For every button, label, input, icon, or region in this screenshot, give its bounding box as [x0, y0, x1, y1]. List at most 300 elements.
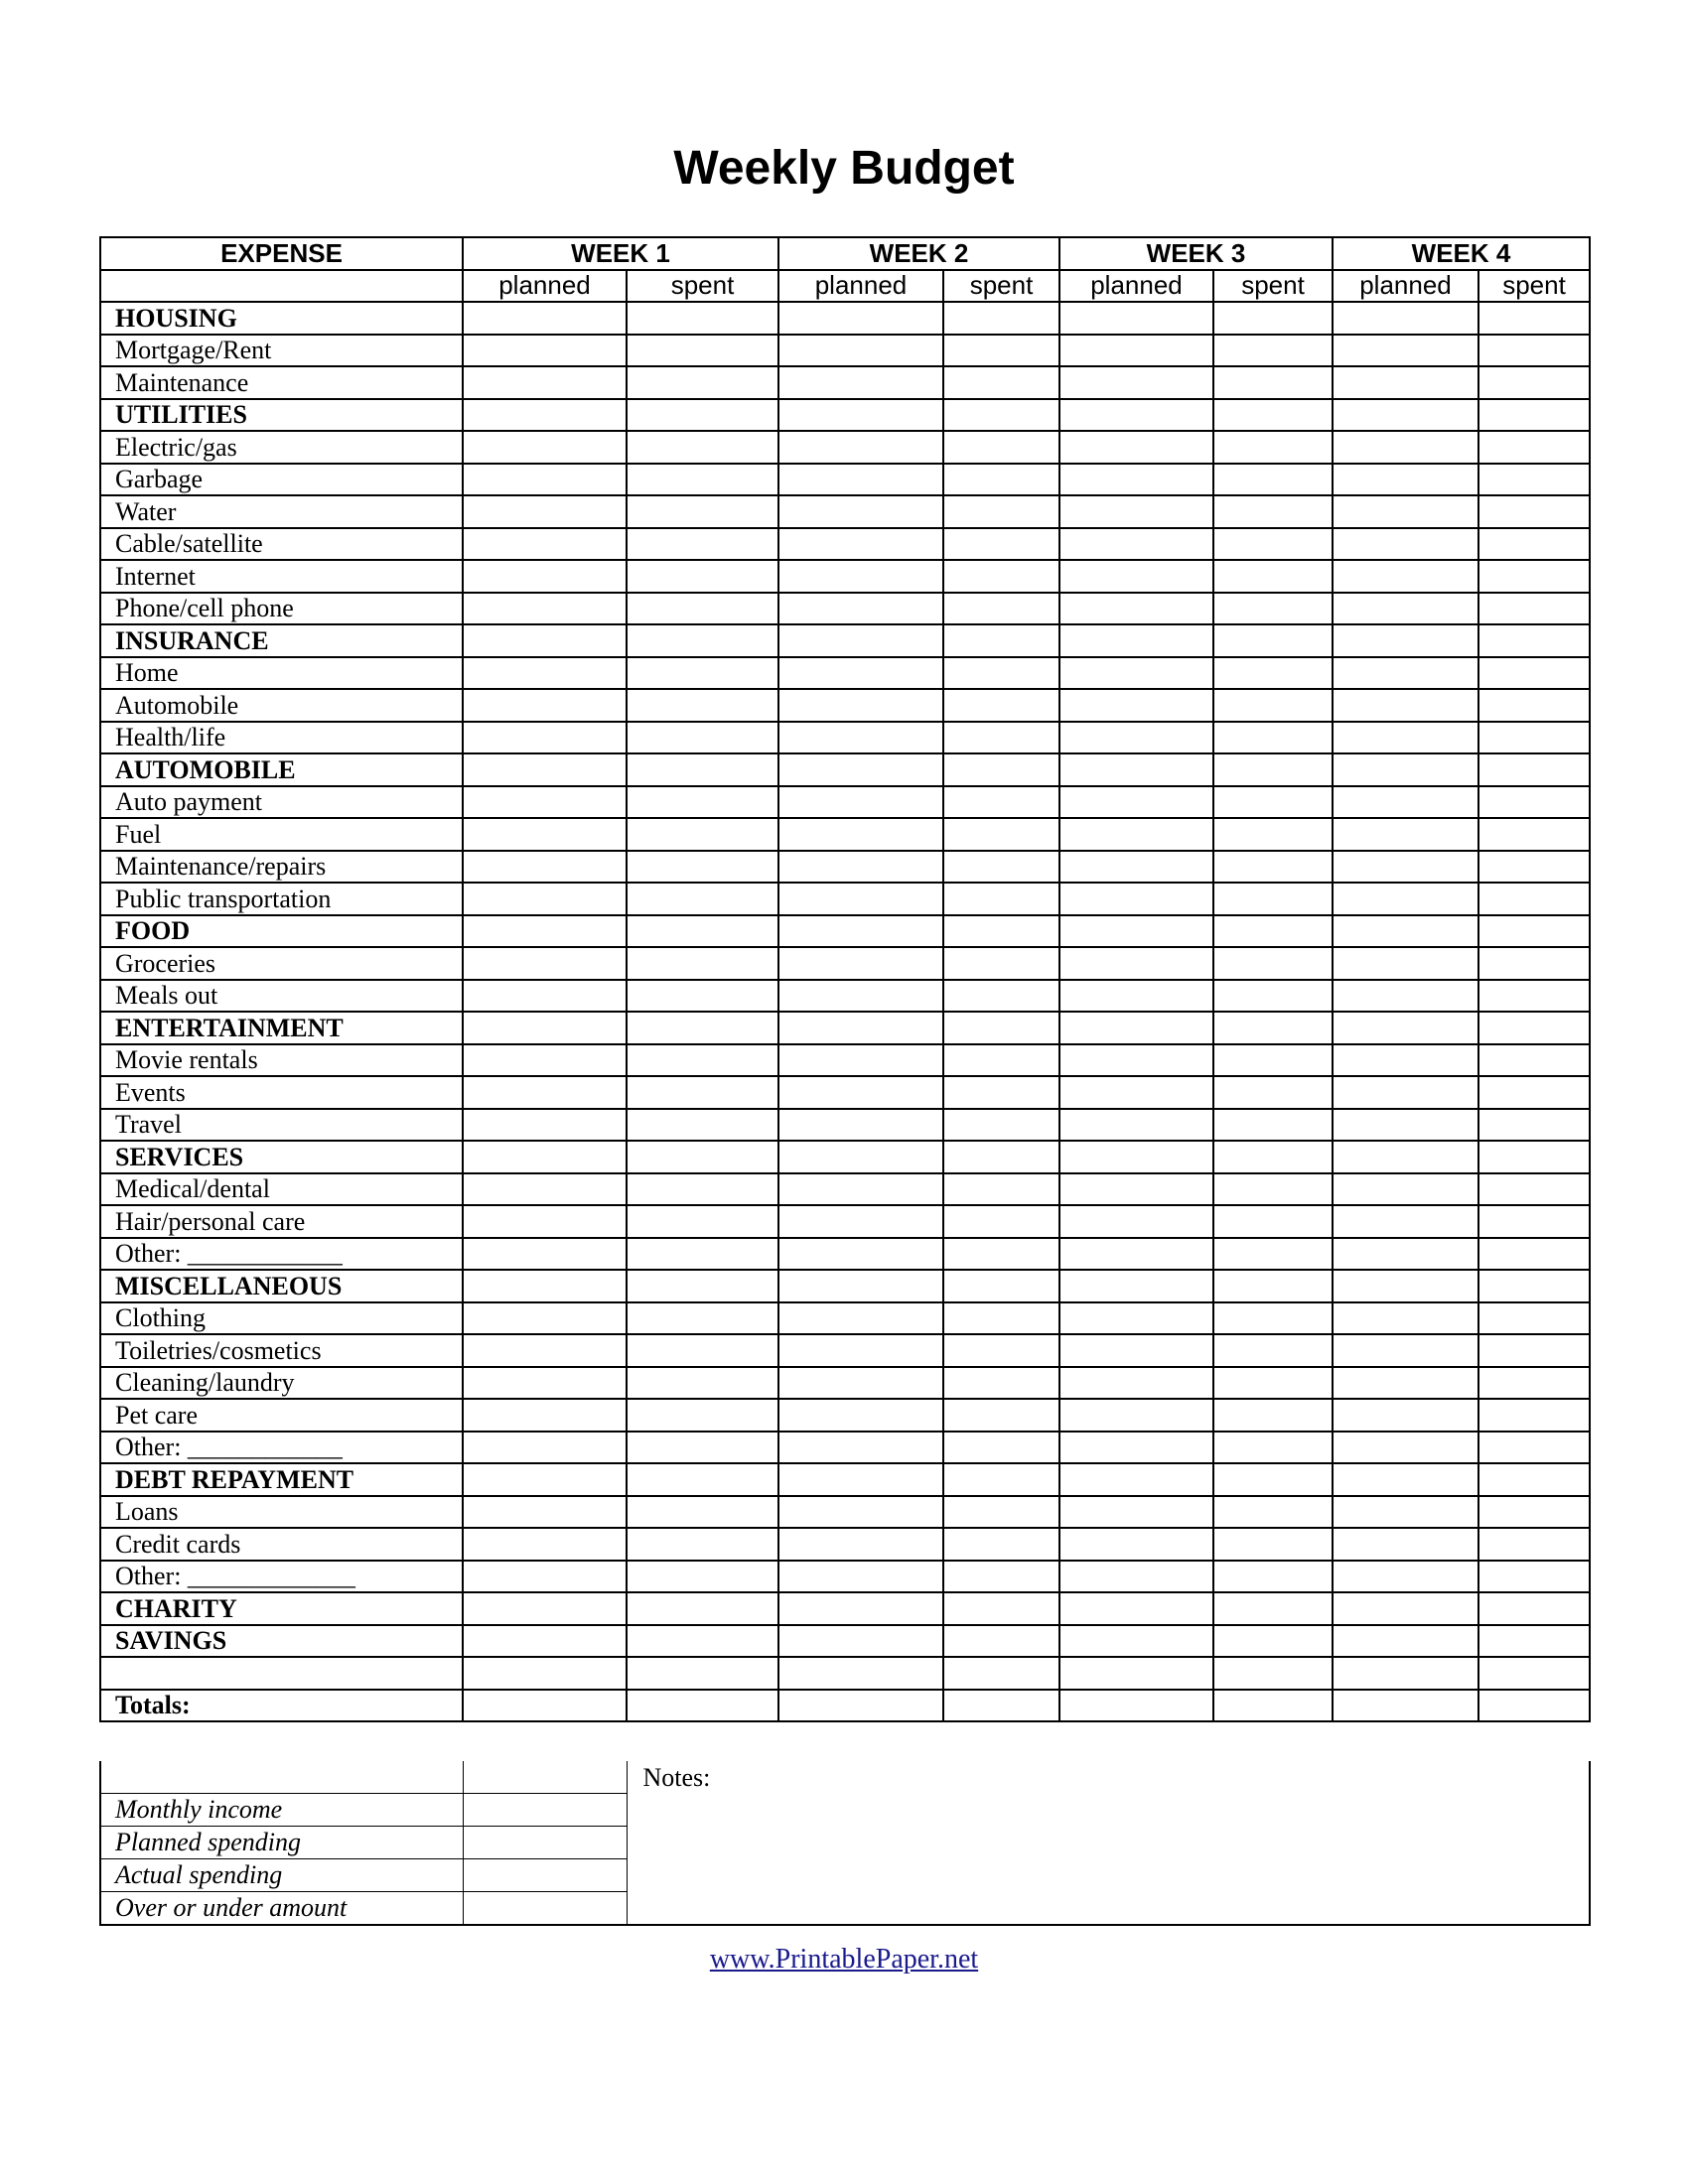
- week-1-planned-cell[interactable]: [463, 883, 627, 915]
- week-4-spent-cell[interactable]: [1478, 1690, 1590, 1722]
- week-3-spent-cell[interactable]: [1213, 689, 1333, 722]
- week-3-planned-cell[interactable]: [1059, 528, 1213, 561]
- week-2-spent-cell[interactable]: [943, 1463, 1059, 1496]
- week-2-spent-cell[interactable]: [943, 1044, 1059, 1077]
- week-1-spent-cell[interactable]: [627, 495, 778, 528]
- week-2-planned-cell[interactable]: [778, 399, 943, 432]
- week-4-spent-cell[interactable]: [1478, 335, 1590, 367]
- week-2-planned-cell[interactable]: [778, 980, 943, 1013]
- week-4-planned-cell[interactable]: [1333, 1205, 1478, 1238]
- week-1-spent-cell[interactable]: [627, 883, 778, 915]
- week-4-spent-cell[interactable]: [1478, 980, 1590, 1013]
- week-2-spent-cell[interactable]: [943, 1302, 1059, 1335]
- week-2-planned-cell[interactable]: [778, 883, 943, 915]
- week-3-planned-cell[interactable]: [1059, 1334, 1213, 1367]
- week-3-planned-cell[interactable]: [1059, 753, 1213, 786]
- week-1-spent-cell[interactable]: [627, 1173, 778, 1206]
- week-1-planned-cell[interactable]: [463, 1561, 627, 1593]
- notes-area[interactable]: [627, 1761, 1590, 1925]
- week-3-spent-cell[interactable]: [1213, 1528, 1333, 1561]
- week-2-planned-cell[interactable]: [778, 1592, 943, 1625]
- week-1-spent-cell[interactable]: [627, 560, 778, 593]
- week-4-planned-cell[interactable]: [1333, 1141, 1478, 1173]
- week-1-spent-cell[interactable]: [627, 1302, 778, 1335]
- week-3-spent-cell[interactable]: [1213, 1012, 1333, 1044]
- week-3-planned-cell[interactable]: [1059, 624, 1213, 657]
- week-3-planned-cell[interactable]: [1059, 1690, 1213, 1722]
- week-4-spent-cell[interactable]: [1478, 399, 1590, 432]
- week-3-spent-cell[interactable]: [1213, 1044, 1333, 1077]
- week-3-spent-cell[interactable]: [1213, 528, 1333, 561]
- week-4-spent-cell[interactable]: [1478, 1238, 1590, 1271]
- week-4-spent-cell[interactable]: [1478, 851, 1590, 884]
- week-3-spent-cell[interactable]: [1213, 624, 1333, 657]
- week-1-planned-cell[interactable]: [463, 464, 627, 496]
- week-1-spent-cell[interactable]: [627, 1334, 778, 1367]
- week-3-planned-cell[interactable]: [1059, 495, 1213, 528]
- week-1-planned-cell[interactable]: [463, 1528, 627, 1561]
- week-1-spent-cell[interactable]: [627, 1690, 778, 1722]
- week-1-planned-cell[interactable]: [463, 1238, 627, 1271]
- week-1-spent-cell[interactable]: [627, 1109, 778, 1142]
- week-2-spent-cell[interactable]: [943, 883, 1059, 915]
- week-3-spent-cell[interactable]: [1213, 1367, 1333, 1400]
- week-4-planned-cell[interactable]: [1333, 689, 1478, 722]
- week-1-spent-cell[interactable]: [627, 818, 778, 851]
- week-2-spent-cell[interactable]: [943, 335, 1059, 367]
- week-4-planned-cell[interactable]: [1333, 851, 1478, 884]
- week-4-planned-cell[interactable]: [1333, 1238, 1478, 1271]
- week-4-planned-cell[interactable]: [1333, 624, 1478, 657]
- week-1-spent-cell[interactable]: [627, 366, 778, 399]
- week-4-planned-cell[interactable]: [1333, 1109, 1478, 1142]
- week-4-planned-cell[interactable]: [1333, 1690, 1478, 1722]
- week-1-spent-cell[interactable]: [627, 1592, 778, 1625]
- week-1-planned-cell[interactable]: [463, 1496, 627, 1529]
- week-3-planned-cell[interactable]: [1059, 1012, 1213, 1044]
- week-1-planned-cell[interactable]: [463, 593, 627, 625]
- week-3-planned-cell[interactable]: [1059, 915, 1213, 948]
- week-1-spent-cell[interactable]: [627, 431, 778, 464]
- week-3-spent-cell[interactable]: [1213, 1076, 1333, 1109]
- week-4-spent-cell[interactable]: [1478, 431, 1590, 464]
- week-2-planned-cell[interactable]: [778, 1141, 943, 1173]
- week-4-spent-cell[interactable]: [1478, 1109, 1590, 1142]
- week-2-spent-cell[interactable]: [943, 1399, 1059, 1432]
- week-3-planned-cell[interactable]: [1059, 786, 1213, 819]
- week-3-planned-cell[interactable]: [1059, 689, 1213, 722]
- week-3-spent-cell[interactable]: [1213, 1463, 1333, 1496]
- week-3-planned-cell[interactable]: [1059, 1496, 1213, 1529]
- week-3-spent-cell[interactable]: [1213, 1173, 1333, 1206]
- week-2-planned-cell[interactable]: [778, 593, 943, 625]
- week-4-planned-cell[interactable]: [1333, 1528, 1478, 1561]
- summary-value-over-under[interactable]: [463, 1892, 627, 1926]
- week-3-planned-cell[interactable]: [1059, 1463, 1213, 1496]
- week-3-planned-cell[interactable]: [1059, 1592, 1213, 1625]
- week-4-planned-cell[interactable]: [1333, 1592, 1478, 1625]
- week-4-planned-cell[interactable]: [1333, 722, 1478, 754]
- week-1-planned-cell[interactable]: [463, 1399, 627, 1432]
- week-3-planned-cell[interactable]: [1059, 722, 1213, 754]
- week-1-planned-cell[interactable]: [463, 753, 627, 786]
- week-1-spent-cell[interactable]: [627, 528, 778, 561]
- week-2-spent-cell[interactable]: [943, 431, 1059, 464]
- week-4-spent-cell[interactable]: [1478, 1141, 1590, 1173]
- week-1-spent-cell[interactable]: [627, 851, 778, 884]
- week-3-planned-cell[interactable]: [1059, 1205, 1213, 1238]
- week-2-planned-cell[interactable]: [778, 753, 943, 786]
- week-2-spent-cell[interactable]: [943, 399, 1059, 432]
- week-4-spent-cell[interactable]: [1478, 1012, 1590, 1044]
- week-1-spent-cell[interactable]: [627, 1399, 778, 1432]
- week-1-spent-cell[interactable]: [627, 335, 778, 367]
- week-3-planned-cell[interactable]: [1059, 1528, 1213, 1561]
- week-4-spent-cell[interactable]: [1478, 1334, 1590, 1367]
- week-1-planned-cell[interactable]: [463, 560, 627, 593]
- week-4-spent-cell[interactable]: [1478, 366, 1590, 399]
- week-3-planned-cell[interactable]: [1059, 399, 1213, 432]
- week-1-spent-cell[interactable]: [627, 1076, 778, 1109]
- week-3-planned-cell[interactable]: [1059, 1076, 1213, 1109]
- week-4-planned-cell[interactable]: [1333, 1399, 1478, 1432]
- week-4-planned-cell[interactable]: [1333, 528, 1478, 561]
- week-1-planned-cell[interactable]: [463, 1044, 627, 1077]
- week-1-planned-cell[interactable]: [463, 1012, 627, 1044]
- week-4-planned-cell[interactable]: [1333, 1657, 1478, 1690]
- week-4-planned-cell[interactable]: [1333, 302, 1478, 335]
- week-4-planned-cell[interactable]: [1333, 1270, 1478, 1302]
- week-3-spent-cell[interactable]: [1213, 1270, 1333, 1302]
- week-1-spent-cell[interactable]: [627, 657, 778, 690]
- week-3-spent-cell[interactable]: [1213, 722, 1333, 754]
- week-4-spent-cell[interactable]: [1478, 1205, 1590, 1238]
- week-4-planned-cell[interactable]: [1333, 818, 1478, 851]
- week-3-spent-cell[interactable]: [1213, 1238, 1333, 1271]
- week-3-spent-cell[interactable]: [1213, 1625, 1333, 1658]
- week-1-planned-cell[interactable]: [463, 1367, 627, 1400]
- week-3-planned-cell[interactable]: [1059, 593, 1213, 625]
- week-4-spent-cell[interactable]: [1478, 883, 1590, 915]
- week-3-spent-cell[interactable]: [1213, 980, 1333, 1013]
- week-2-planned-cell[interactable]: [778, 366, 943, 399]
- week-3-spent-cell[interactable]: [1213, 1334, 1333, 1367]
- week-3-spent-cell[interactable]: [1213, 1496, 1333, 1529]
- week-3-spent-cell[interactable]: [1213, 593, 1333, 625]
- week-4-spent-cell[interactable]: [1478, 624, 1590, 657]
- week-2-planned-cell[interactable]: [778, 1463, 943, 1496]
- week-1-planned-cell[interactable]: [463, 851, 627, 884]
- week-3-planned-cell[interactable]: [1059, 818, 1213, 851]
- week-2-planned-cell[interactable]: [778, 1076, 943, 1109]
- week-2-spent-cell[interactable]: [943, 1690, 1059, 1722]
- week-4-spent-cell[interactable]: [1478, 593, 1590, 625]
- week-4-spent-cell[interactable]: [1478, 1367, 1590, 1400]
- week-2-planned-cell[interactable]: [778, 786, 943, 819]
- week-3-spent-cell[interactable]: [1213, 431, 1333, 464]
- week-3-planned-cell[interactable]: [1059, 1270, 1213, 1302]
- week-4-planned-cell[interactable]: [1333, 1012, 1478, 1044]
- week-2-planned-cell[interactable]: [778, 1625, 943, 1658]
- week-3-spent-cell[interactable]: [1213, 1205, 1333, 1238]
- week-4-planned-cell[interactable]: [1333, 786, 1478, 819]
- week-2-spent-cell[interactable]: [943, 1076, 1059, 1109]
- week-4-spent-cell[interactable]: [1478, 818, 1590, 851]
- week-1-planned-cell[interactable]: [463, 657, 627, 690]
- week-2-planned-cell[interactable]: [778, 1496, 943, 1529]
- week-2-spent-cell[interactable]: [943, 1561, 1059, 1593]
- week-4-spent-cell[interactable]: [1478, 722, 1590, 754]
- week-2-planned-cell[interactable]: [778, 495, 943, 528]
- week-2-planned-cell[interactable]: [778, 302, 943, 335]
- week-4-planned-cell[interactable]: [1333, 1625, 1478, 1658]
- week-2-planned-cell[interactable]: [778, 1012, 943, 1044]
- week-2-planned-cell[interactable]: [778, 657, 943, 690]
- week-1-planned-cell[interactable]: [463, 1334, 627, 1367]
- week-4-planned-cell[interactable]: [1333, 657, 1478, 690]
- week-2-planned-cell[interactable]: [778, 1690, 943, 1722]
- week-4-spent-cell[interactable]: [1478, 1528, 1590, 1561]
- week-4-spent-cell[interactable]: [1478, 915, 1590, 948]
- week-3-planned-cell[interactable]: [1059, 1109, 1213, 1142]
- week-4-planned-cell[interactable]: [1333, 915, 1478, 948]
- week-1-planned-cell[interactable]: [463, 1657, 627, 1690]
- week-4-planned-cell[interactable]: [1333, 1173, 1478, 1206]
- week-4-spent-cell[interactable]: [1478, 657, 1590, 690]
- week-1-spent-cell[interactable]: [627, 1238, 778, 1271]
- week-1-spent-cell[interactable]: [627, 1657, 778, 1690]
- week-2-spent-cell[interactable]: [943, 495, 1059, 528]
- week-4-planned-cell[interactable]: [1333, 1044, 1478, 1077]
- week-4-planned-cell[interactable]: [1333, 560, 1478, 593]
- week-4-spent-cell[interactable]: [1478, 947, 1590, 980]
- week-1-spent-cell[interactable]: [627, 1044, 778, 1077]
- week-2-planned-cell[interactable]: [778, 1561, 943, 1593]
- week-4-spent-cell[interactable]: [1478, 1270, 1590, 1302]
- week-2-spent-cell[interactable]: [943, 1012, 1059, 1044]
- week-1-planned-cell[interactable]: [463, 399, 627, 432]
- week-2-spent-cell[interactable]: [943, 786, 1059, 819]
- week-2-planned-cell[interactable]: [778, 915, 943, 948]
- week-2-spent-cell[interactable]: [943, 1528, 1059, 1561]
- week-1-planned-cell[interactable]: [463, 1432, 627, 1464]
- week-2-planned-cell[interactable]: [778, 1657, 943, 1690]
- week-4-planned-cell[interactable]: [1333, 947, 1478, 980]
- week-3-spent-cell[interactable]: [1213, 1399, 1333, 1432]
- week-3-spent-cell[interactable]: [1213, 366, 1333, 399]
- week-2-spent-cell[interactable]: [943, 366, 1059, 399]
- week-2-spent-cell[interactable]: [943, 1625, 1059, 1658]
- week-2-spent-cell[interactable]: [943, 528, 1059, 561]
- week-1-planned-cell[interactable]: [463, 431, 627, 464]
- week-3-spent-cell[interactable]: [1213, 1561, 1333, 1593]
- week-3-spent-cell[interactable]: [1213, 495, 1333, 528]
- week-4-spent-cell[interactable]: [1478, 786, 1590, 819]
- week-2-planned-cell[interactable]: [778, 947, 943, 980]
- week-2-planned-cell[interactable]: [778, 689, 943, 722]
- week-1-planned-cell[interactable]: [463, 1205, 627, 1238]
- week-2-spent-cell[interactable]: [943, 947, 1059, 980]
- week-1-planned-cell[interactable]: [463, 1463, 627, 1496]
- week-1-planned-cell[interactable]: [463, 366, 627, 399]
- week-1-planned-cell[interactable]: [463, 1625, 627, 1658]
- week-4-planned-cell[interactable]: [1333, 883, 1478, 915]
- week-1-spent-cell[interactable]: [627, 1496, 778, 1529]
- week-2-spent-cell[interactable]: [943, 1270, 1059, 1302]
- week-1-spent-cell[interactable]: [627, 1625, 778, 1658]
- week-2-planned-cell[interactable]: [778, 1528, 943, 1561]
- week-4-planned-cell[interactable]: [1333, 1334, 1478, 1367]
- week-2-planned-cell[interactable]: [778, 1270, 943, 1302]
- week-1-planned-cell[interactable]: [463, 495, 627, 528]
- week-4-planned-cell[interactable]: [1333, 1496, 1478, 1529]
- week-1-planned-cell[interactable]: [463, 1173, 627, 1206]
- week-4-spent-cell[interactable]: [1478, 560, 1590, 593]
- week-1-spent-cell[interactable]: [627, 915, 778, 948]
- week-1-spent-cell[interactable]: [627, 1463, 778, 1496]
- week-3-planned-cell[interactable]: [1059, 464, 1213, 496]
- week-4-spent-cell[interactable]: [1478, 1173, 1590, 1206]
- week-1-planned-cell[interactable]: [463, 1690, 627, 1722]
- week-3-planned-cell[interactable]: [1059, 1141, 1213, 1173]
- week-1-planned-cell[interactable]: [463, 302, 627, 335]
- week-3-spent-cell[interactable]: [1213, 302, 1333, 335]
- week-1-planned-cell[interactable]: [463, 335, 627, 367]
- week-3-spent-cell[interactable]: [1213, 1302, 1333, 1335]
- week-1-spent-cell[interactable]: [627, 1561, 778, 1593]
- week-2-planned-cell[interactable]: [778, 528, 943, 561]
- week-4-planned-cell[interactable]: [1333, 366, 1478, 399]
- week-3-planned-cell[interactable]: [1059, 1561, 1213, 1593]
- week-3-planned-cell[interactable]: [1059, 947, 1213, 980]
- week-1-spent-cell[interactable]: [627, 722, 778, 754]
- week-2-planned-cell[interactable]: [778, 1302, 943, 1335]
- summary-value-monthly-income[interactable]: [463, 1794, 627, 1827]
- week-2-spent-cell[interactable]: [943, 593, 1059, 625]
- week-3-planned-cell[interactable]: [1059, 366, 1213, 399]
- week-1-planned-cell[interactable]: [463, 1076, 627, 1109]
- summary-value-actual-spending[interactable]: [463, 1859, 627, 1892]
- week-1-spent-cell[interactable]: [627, 1432, 778, 1464]
- week-1-spent-cell[interactable]: [627, 980, 778, 1013]
- week-3-planned-cell[interactable]: [1059, 1302, 1213, 1335]
- week-1-planned-cell[interactable]: [463, 689, 627, 722]
- week-2-planned-cell[interactable]: [778, 1173, 943, 1206]
- week-2-spent-cell[interactable]: [943, 560, 1059, 593]
- week-2-planned-cell[interactable]: [778, 1432, 943, 1464]
- week-3-planned-cell[interactable]: [1059, 1367, 1213, 1400]
- week-2-spent-cell[interactable]: [943, 657, 1059, 690]
- summary-value-planned-spending[interactable]: [463, 1827, 627, 1859]
- week-2-planned-cell[interactable]: [778, 1044, 943, 1077]
- week-3-spent-cell[interactable]: [1213, 915, 1333, 948]
- week-2-spent-cell[interactable]: [943, 1205, 1059, 1238]
- week-1-spent-cell[interactable]: [627, 1012, 778, 1044]
- week-4-planned-cell[interactable]: [1333, 753, 1478, 786]
- week-3-planned-cell[interactable]: [1059, 1238, 1213, 1271]
- week-4-spent-cell[interactable]: [1478, 1657, 1590, 1690]
- week-4-planned-cell[interactable]: [1333, 431, 1478, 464]
- week-2-planned-cell[interactable]: [778, 1367, 943, 1400]
- week-1-spent-cell[interactable]: [627, 786, 778, 819]
- week-1-planned-cell[interactable]: [463, 1109, 627, 1142]
- week-2-planned-cell[interactable]: [778, 624, 943, 657]
- week-2-spent-cell[interactable]: [943, 915, 1059, 948]
- week-4-spent-cell[interactable]: [1478, 1592, 1590, 1625]
- week-1-planned-cell[interactable]: [463, 947, 627, 980]
- week-1-spent-cell[interactable]: [627, 624, 778, 657]
- week-4-planned-cell[interactable]: [1333, 593, 1478, 625]
- week-4-planned-cell[interactable]: [1333, 1302, 1478, 1335]
- week-1-planned-cell[interactable]: [463, 528, 627, 561]
- week-4-planned-cell[interactable]: [1333, 1432, 1478, 1464]
- week-4-spent-cell[interactable]: [1478, 528, 1590, 561]
- week-2-planned-cell[interactable]: [778, 1238, 943, 1271]
- week-1-spent-cell[interactable]: [627, 1205, 778, 1238]
- week-2-spent-cell[interactable]: [943, 1496, 1059, 1529]
- week-2-planned-cell[interactable]: [778, 1109, 943, 1142]
- week-3-planned-cell[interactable]: [1059, 560, 1213, 593]
- week-4-spent-cell[interactable]: [1478, 689, 1590, 722]
- week-3-spent-cell[interactable]: [1213, 1432, 1333, 1464]
- week-3-spent-cell[interactable]: [1213, 786, 1333, 819]
- week-2-spent-cell[interactable]: [943, 1592, 1059, 1625]
- week-1-planned-cell[interactable]: [463, 1302, 627, 1335]
- week-4-planned-cell[interactable]: [1333, 495, 1478, 528]
- week-2-spent-cell[interactable]: [943, 302, 1059, 335]
- week-3-planned-cell[interactable]: [1059, 980, 1213, 1013]
- week-2-planned-cell[interactable]: [778, 1334, 943, 1367]
- week-1-spent-cell[interactable]: [627, 947, 778, 980]
- week-3-planned-cell[interactable]: [1059, 883, 1213, 915]
- week-3-planned-cell[interactable]: [1059, 1173, 1213, 1206]
- week-3-planned-cell[interactable]: [1059, 431, 1213, 464]
- week-1-spent-cell[interactable]: [627, 399, 778, 432]
- week-2-spent-cell[interactable]: [943, 1334, 1059, 1367]
- week-1-spent-cell[interactable]: [627, 593, 778, 625]
- week-2-planned-cell[interactable]: [778, 818, 943, 851]
- week-1-planned-cell[interactable]: [463, 1592, 627, 1625]
- website-link[interactable]: www.PrintablePaper.net: [709, 1944, 979, 1975]
- summary-blank-value[interactable]: [463, 1761, 627, 1794]
- week-4-spent-cell[interactable]: [1478, 1432, 1590, 1464]
- week-3-planned-cell[interactable]: [1059, 302, 1213, 335]
- week-3-spent-cell[interactable]: [1213, 464, 1333, 496]
- week-2-spent-cell[interactable]: [943, 818, 1059, 851]
- week-1-planned-cell[interactable]: [463, 1270, 627, 1302]
- week-3-spent-cell[interactable]: [1213, 753, 1333, 786]
- week-4-spent-cell[interactable]: [1478, 302, 1590, 335]
- week-1-spent-cell[interactable]: [627, 1270, 778, 1302]
- week-2-spent-cell[interactable]: [943, 689, 1059, 722]
- week-1-spent-cell[interactable]: [627, 302, 778, 335]
- week-3-spent-cell[interactable]: [1213, 399, 1333, 432]
- week-4-spent-cell[interactable]: [1478, 1302, 1590, 1335]
- week-2-planned-cell[interactable]: [778, 722, 943, 754]
- week-4-spent-cell[interactable]: [1478, 1076, 1590, 1109]
- week-4-spent-cell[interactable]: [1478, 464, 1590, 496]
- week-3-spent-cell[interactable]: [1213, 1657, 1333, 1690]
- week-4-planned-cell[interactable]: [1333, 1076, 1478, 1109]
- week-3-spent-cell[interactable]: [1213, 851, 1333, 884]
- week-4-planned-cell[interactable]: [1333, 1561, 1478, 1593]
- week-1-spent-cell[interactable]: [627, 1367, 778, 1400]
- week-2-spent-cell[interactable]: [943, 1109, 1059, 1142]
- week-4-spent-cell[interactable]: [1478, 1625, 1590, 1658]
- week-3-spent-cell[interactable]: [1213, 1109, 1333, 1142]
- week-3-planned-cell[interactable]: [1059, 335, 1213, 367]
- week-1-planned-cell[interactable]: [463, 786, 627, 819]
